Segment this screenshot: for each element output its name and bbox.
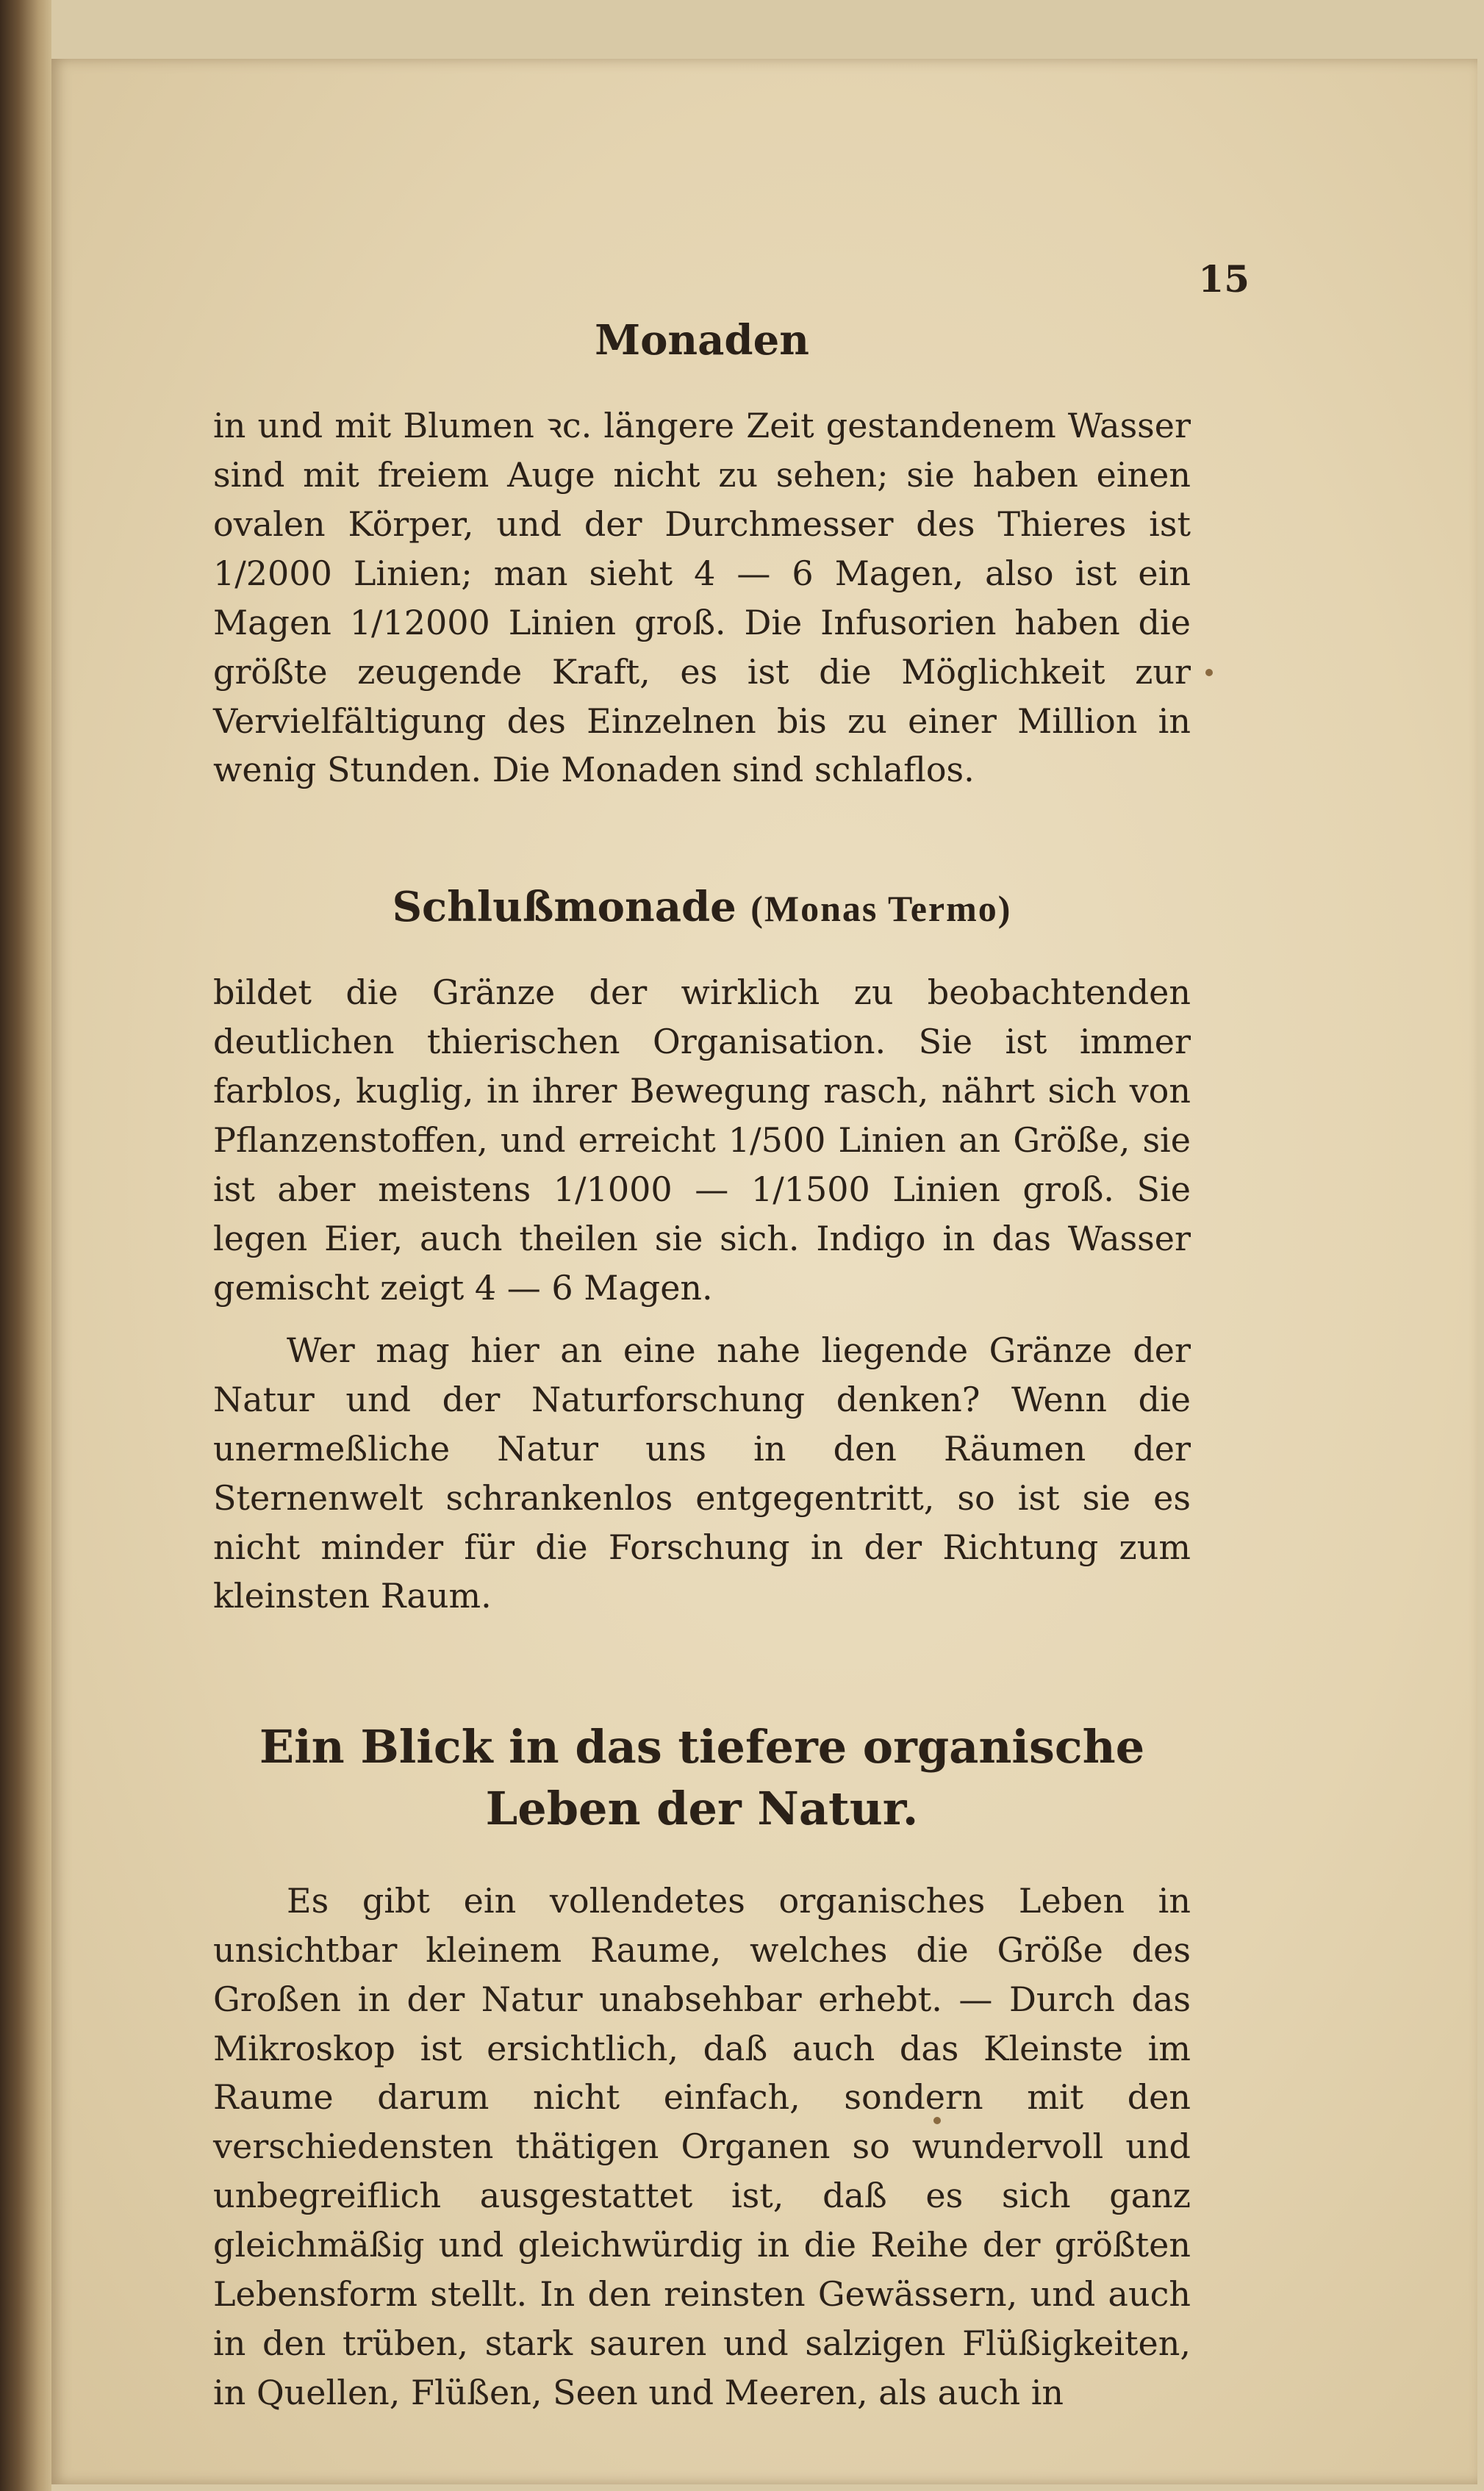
- heading-monaden: Monaden: [595, 316, 809, 365]
- page-content: [213, 316, 1191, 2417]
- paper-speck: [933, 2117, 941, 2124]
- paragraph-schlussmonade-2: Wer mag hier an eine nahe liegende Gränze der Natur und der Naturforschung denken? Wenn die unermeßliche Natur uns in den Räumen der Sternenwelt schrankenlos entgegentritt, so ist sie es nicht minder für die Forschung in der Richtung zum kleinsten Raum.: [213, 1330, 1191, 1616]
- paragraph-monaden: in und mit Blumen ꝛc. längere Zeit gestandenem Wasser sind mit freiem Auge nicht zu sehen; sie haben einen ovalen Körper, und der Durchmesser des Thieres ist 1/2000 Linien; man sieht 4 — 6 Magen, also ist ein Magen 1/12000 Linien groß. Die Infusorien haben die größte zeugende Kraft, es ist die Möglichkeit zur Vervielfältigung des Einzelnen bis zu einer Million in wenig Stunden. Die Monaden sind schlaflos.: [213, 406, 1191, 790]
- heading-schlussmonade-title: Schlußmonade: [392, 883, 736, 932]
- heading-schlussmonade: [213, 883, 1191, 931]
- paragraph-schlussmonade-1: bildet die Gränze der wirklich zu beobachtenden deutlichen thierischen Organisation. Sie ist immer farblos, kuglig, in ihrer Bewegung rasch, nährt sich von Pflanzenstoffen, und erreicht 1/500 Linien an Größe, sie ist aber meistens 1/1000 — 1/1500 Linien groß. Sie legen Eier, auch theilen sie sich. Indigo in das Wasser gemischt zeigt 4 — 6 Magen.: [213, 972, 1191, 1308]
- paragraph-blick: Es gibt ein vollendetes organisches Leben in unsichtbar kleinem Raume, welches die Größe des Großen in der Natur unabsehbar erhebt. — Durch das Mikroskop ist ersichtlich, daß auch das Kleinste im Raume darum nicht einfach, sondern mit den verschiedensten thätigen Organen so wundervoll und unbegreiflich ausgestattet ist, daß es sich ganz gleichmäßig und gleichwürdig in die Reihe der größten Lebensform stellt. In den reinsten Gewässern, und auch in den trüben, stark sauren und salzigen Flüßigkeiten, in Quellen, Flüßen, Seen und Meeren, als auch in: [213, 1880, 1191, 2412]
- book-spine-edge: [0, 0, 51, 2491]
- heading-schlussmonade-latin: (Monas Termo): [750, 888, 1012, 930]
- paper-speck: [1205, 669, 1213, 676]
- page-number: 15: [1198, 257, 1250, 301]
- heading-blick: Ein Blick in das tiefere organische Leben der Natur.: [259, 1720, 1145, 1836]
